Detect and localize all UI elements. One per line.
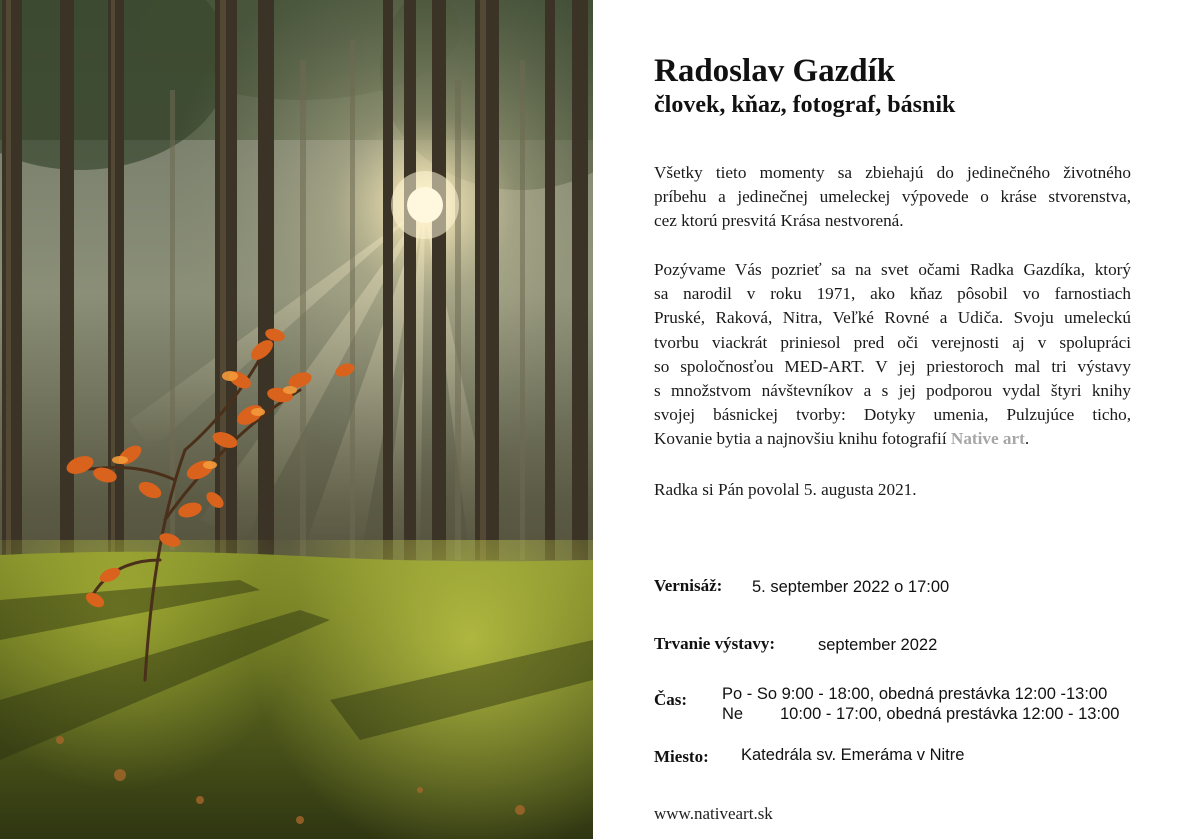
bio-line-3: Pruské, Raková, Nitra, Veľké Rovné a Udiča. Svoju umeleckú — [654, 308, 1131, 328]
sunday-hours: 10:00 - 17:00, obedná prestávka 12:00 - 13:00 — [780, 705, 1120, 723]
duration-value: september 2022 — [818, 636, 938, 654]
bio-line-6: s množstvom návštevníkov a s jej podporou vydal štyri knihy — [654, 381, 1131, 401]
bio-line-7: svojej básnickej tvorby: Dotyky umenia, Pulzujúce ticho, — [654, 405, 1131, 425]
intro-line-3: cez ktorú presvitá Krása nestvorená. — [654, 211, 904, 231]
intro-line-1: Všetky tieto momenty sa zbiehajú do jedinečného životného — [654, 163, 1131, 182]
intro-paragraph — [654, 161, 1131, 234]
forest-photo — [0, 0, 593, 839]
bio-line-5: so spoločnosťou MED-ART. V jej priestoroch mal tri výstavy — [654, 356, 1131, 376]
vernisaz-label: Vernisáž: — [654, 576, 723, 595]
forest-illustration — [0, 0, 593, 839]
native-art-link[interactable]: Native art — [950, 429, 1025, 449]
opening-hours-sunday — [722, 704, 1119, 724]
bio-line-8 — [654, 427, 1131, 451]
vernisaz-value: 5. september 2022 o 17:00 — [752, 578, 950, 596]
venue-label: Miesto: — [654, 747, 709, 766]
bio-line-8-end: . — [1024, 429, 1030, 449]
bio-line-1: Pozývame Vás pozrieť sa na svet očami Radka Gazdíka, ktorý — [654, 260, 1131, 279]
venue-value: Katedrála sv. Emeráma v Nitre — [741, 746, 965, 764]
memorial-line: Radka si Pán povolal 5. augusta 2021. — [654, 480, 917, 499]
opening-hours-weekdays: Po - So 9:00 - 18:00, obedná prestávka 12:00 -13:00 — [722, 685, 1108, 703]
duration-label: Trvanie výstavy: — [654, 634, 776, 653]
page-subtitle: človek, kňaz, fotograf, básnik — [654, 92, 956, 118]
bio-line-4: tvorbu viackrát priniesol pred oči verejnosti aj v spolupráci — [654, 332, 1131, 352]
intro-line-2: príbehu a jedinečnej umeleckej výpovede o kráse stvorenstva, — [654, 187, 1131, 207]
page-title: Radoslav Gazdík — [654, 53, 896, 89]
sunday-label: Ne — [722, 705, 744, 723]
memorial-paragraph — [654, 478, 1131, 502]
website-link[interactable]: www.nativeart.sk — [654, 804, 773, 823]
biography-paragraph — [654, 258, 1131, 452]
time-label: Čas: — [654, 690, 688, 709]
bio-line-8-text: Kovanie bytia a najnovšiu knihu fotografií — [654, 429, 951, 449]
bio-line-2: sa narodil v roku 1971, ako kňaz pôsobil vo farnostiach — [654, 284, 1131, 304]
